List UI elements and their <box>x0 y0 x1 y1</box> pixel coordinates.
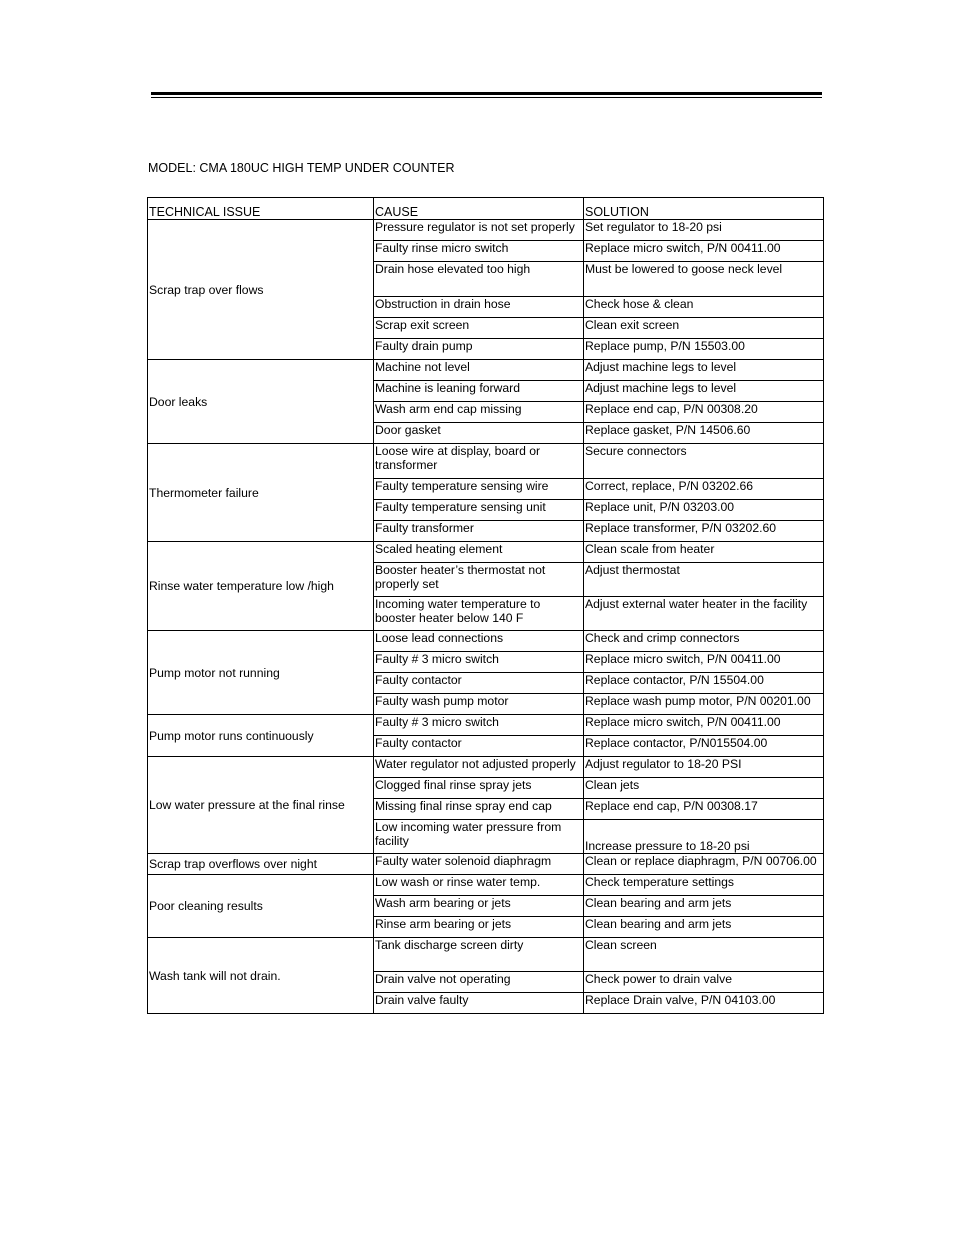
cause-cell: Drain valve not operating <box>374 972 584 993</box>
table-row <box>148 854 824 875</box>
table-body <box>148 220 824 1014</box>
solution-cell: Clean scale from heater <box>584 542 824 563</box>
solution-cell: Replace micro switch, P/N 00411.00 <box>584 241 824 262</box>
solution-cell: Replace pump, P/N 15503.00 <box>584 339 824 360</box>
solution-cell: Increase pressure to 18-20 psi <box>584 820 824 854</box>
cause-cell: Machine not level <box>374 360 584 381</box>
cause-cell: Low incoming water pressure from facility <box>374 820 584 854</box>
cause-cell: Faulty transformer <box>374 521 584 542</box>
cause-cell: Drain valve faulty <box>374 993 584 1014</box>
solution-cell: Adjust machine legs to level <box>584 381 824 402</box>
cause-cell: Incoming water temperature to booster heater below 140 F <box>374 597 584 631</box>
solution-cell: Replace Drain valve, P/N 04103.00 <box>584 993 824 1014</box>
cause-cell: Wash arm end cap missing <box>374 402 584 423</box>
cause-cell: Faulty temperature sensing wire <box>374 479 584 500</box>
issue-cell: Thermometer failure <box>148 444 374 542</box>
cause-cell: Faulty wash pump motor <box>374 694 584 715</box>
cause-cell: Machine is leaning forward <box>374 381 584 402</box>
cause-cell: Faulty temperature sensing unit <box>374 500 584 521</box>
issue-cell: Low water pressure at the final rinse <box>148 757 374 854</box>
cause-cell: Loose lead connections <box>374 631 584 652</box>
table-row <box>148 220 824 241</box>
table-row <box>148 631 824 652</box>
cause-cell: Faulty contactor <box>374 673 584 694</box>
table-row <box>148 715 824 736</box>
cause-cell: Door gasket <box>374 423 584 444</box>
cause-cell: Faulty # 3 micro switch <box>374 652 584 673</box>
issue-cell: Rinse water temperature low /high <box>148 542 374 631</box>
issue-cell: Scrap trap overflows over night <box>148 854 374 875</box>
cause-cell: Scrap exit screen <box>374 318 584 339</box>
cause-cell: Obstruction in drain hose <box>374 297 584 318</box>
cause-cell: Faulty rinse micro switch <box>374 241 584 262</box>
solution-cell: Replace unit, P/N 03203.00 <box>584 500 824 521</box>
cause-cell: Scaled heating element <box>374 542 584 563</box>
issue-cell: Wash tank will not drain. <box>148 938 374 1014</box>
header-technical-issue: TECHNICAL ISSUE <box>148 198 374 220</box>
solution-cell: Adjust thermostat <box>584 563 824 597</box>
table-row <box>148 360 824 381</box>
cause-cell: Wash arm bearing or jets <box>374 896 584 917</box>
model-line: MODEL: CMA 180UC HIGH TEMP UNDER COUNTER <box>148 161 455 175</box>
cause-cell: Pressure regulator is not set properly <box>374 220 584 241</box>
solution-cell: Replace contactor, P/N 15504.00 <box>584 673 824 694</box>
solution-cell: Check temperature settings <box>584 875 824 896</box>
solution-cell: Replace transformer, P/N 03202.60 <box>584 521 824 542</box>
solution-cell: Must be lowered to goose neck level <box>584 262 824 297</box>
solution-cell: Replace contactor, P/N015504.00 <box>584 736 824 757</box>
solution-cell: Replace end cap, P/N 00308.20 <box>584 402 824 423</box>
solution-cell: Replace micro switch, P/N 00411.00 <box>584 715 824 736</box>
solution-cell: Correct, replace, P/N 03202.66 <box>584 479 824 500</box>
cause-cell: Drain hose elevated too high <box>374 262 584 297</box>
solution-cell: Check hose & clean <box>584 297 824 318</box>
solution-cell: Replace gasket, P/N 14506.60 <box>584 423 824 444</box>
cause-cell: Faulty water solenoid diaphragm <box>374 854 584 875</box>
cause-cell: Booster heater’s thermostat not properly set <box>374 563 584 597</box>
cause-cell: Rinse arm bearing or jets <box>374 917 584 938</box>
cause-cell: Loose wire at display, board or transformer <box>374 444 584 479</box>
solution-cell: Check power to drain valve <box>584 972 824 993</box>
cause-cell: Missing final rinse spray end cap <box>374 799 584 820</box>
solution-cell: Secure connectors <box>584 444 824 479</box>
solution-cell: Adjust machine legs to level <box>584 360 824 381</box>
cause-cell: Faulty # 3 micro switch <box>374 715 584 736</box>
header-rule-thick <box>151 92 822 95</box>
cause-cell: Clogged final rinse spray jets <box>374 778 584 799</box>
header-rule-thin <box>151 97 822 98</box>
issue-cell: Pump motor runs continuously <box>148 715 374 757</box>
issue-cell: Poor cleaning results <box>148 875 374 938</box>
header-solution: SOLUTION <box>584 198 824 220</box>
table-row <box>148 444 824 479</box>
issue-cell: Scrap trap over flows <box>148 220 374 360</box>
solution-cell: Replace end cap, P/N 00308.17 <box>584 799 824 820</box>
solution-cell: Replace micro switch, P/N 00411.00 <box>584 652 824 673</box>
header-cause: CAUSE <box>374 198 584 220</box>
solution-cell: Clean exit screen <box>584 318 824 339</box>
cause-cell: Faulty contactor <box>374 736 584 757</box>
solution-cell: Clean bearing and arm jets <box>584 896 824 917</box>
cause-cell: Tank discharge screen dirty <box>374 938 584 972</box>
solution-cell: Clean jets <box>584 778 824 799</box>
solution-cell: Clean screen <box>584 938 824 972</box>
issue-cell: Door leaks <box>148 360 374 444</box>
solution-cell: Check and crimp connectors <box>584 631 824 652</box>
table-row <box>148 875 824 896</box>
cause-cell: Water regulator not adjusted properly <box>374 757 584 778</box>
solution-cell: Set regulator to 18-20 psi <box>584 220 824 241</box>
table-header-row <box>148 198 824 220</box>
cause-cell: Faulty drain pump <box>374 339 584 360</box>
issue-cell: Pump motor not running <box>148 631 374 715</box>
solution-cell: Clean or replace diaphragm, P/N 00706.00 <box>584 854 824 875</box>
solution-cell: Adjust regulator to 18-20 PSI <box>584 757 824 778</box>
solution-cell: Replace wash pump motor, P/N 00201.00 <box>584 694 824 715</box>
troubleshooting-table <box>147 197 824 1014</box>
table-row <box>148 757 824 778</box>
table-row <box>148 938 824 972</box>
cause-cell: Low wash or rinse water temp. <box>374 875 584 896</box>
solution-cell: Adjust external water heater in the facility <box>584 597 824 631</box>
solution-cell: Clean bearing and arm jets <box>584 917 824 938</box>
table-row <box>148 542 824 563</box>
